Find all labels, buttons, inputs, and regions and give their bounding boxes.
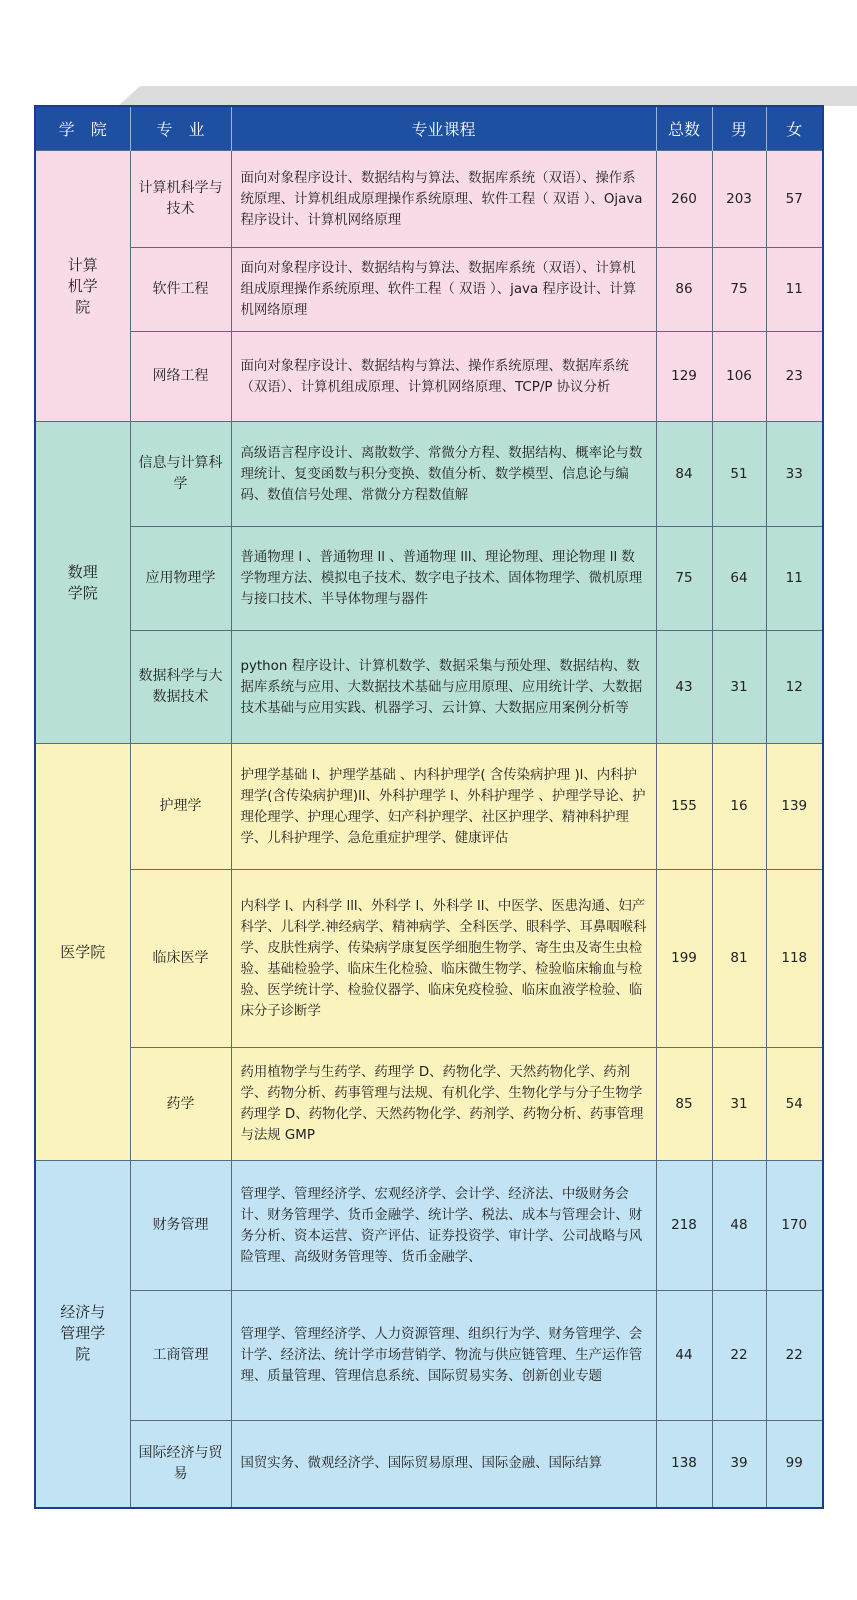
female-cell: 33 xyxy=(766,422,823,527)
college-cell xyxy=(35,744,130,1161)
college-name: 医学院 xyxy=(60,942,106,961)
major-cell: 国际经济与贸易 xyxy=(130,1421,231,1508)
total-cell: 84 xyxy=(656,422,712,527)
table-header-row xyxy=(35,106,823,151)
male-cell: 203 xyxy=(712,151,766,248)
table-row xyxy=(35,870,823,1048)
course-cell: 内科学 l、内科学 lll、外科学 l、外科学 ll、中医学、医患沟通、妇产科学、儿科学.神经病学、精神病学、全科医学、眼科学、耳鼻咽喉科学、皮肤性病学、传染病学康复医学细胞生物学、寄生虫及寄生虫检验、基础检验学、临床生化检验、临床微生物学、检验临床输血与检验、医学统计学、检验仪器学、临床免疫检验、临床血液学检验、临床分子诊断学 xyxy=(231,870,656,1048)
female-cell: 22 xyxy=(766,1291,823,1421)
male-cell: 64 xyxy=(712,527,766,631)
male-cell: 39 xyxy=(712,1421,766,1508)
male-cell: 22 xyxy=(712,1291,766,1421)
major-cell: 工商管理 xyxy=(130,1291,231,1421)
total-cell: 199 xyxy=(656,870,712,1048)
total-cell: 129 xyxy=(656,332,712,422)
table-row xyxy=(35,1161,823,1291)
header-courses: 专业课程 xyxy=(231,106,656,151)
total-cell: 85 xyxy=(656,1048,712,1161)
major-cell: 护理学 xyxy=(130,744,231,870)
college-name: 数理学院 xyxy=(67,562,98,602)
female-cell: 99 xyxy=(766,1421,823,1508)
table-row xyxy=(35,1291,823,1421)
female-cell: 12 xyxy=(766,631,823,744)
major-cell: 应用物理学 xyxy=(130,527,231,631)
course-cell: 普通物理 l 、普通物理 ll 、普通物理 lll、理论物理、理论物理 ll 数学物理方法、模拟电子技术、数字电子技术、固体物理学、微机原理与接口技术、半导体物理与器件 xyxy=(231,527,656,631)
header-major: 专 业 xyxy=(130,106,231,151)
total-cell: 75 xyxy=(656,527,712,631)
male-cell: 51 xyxy=(712,422,766,527)
college-cell xyxy=(35,422,130,744)
total-cell: 43 xyxy=(656,631,712,744)
female-cell: 139 xyxy=(766,744,823,870)
total-cell: 218 xyxy=(656,1161,712,1291)
course-cell: 国贸实务、微观经济学、国际贸易原理、国际金融、国际结算 xyxy=(231,1421,656,1508)
table-row xyxy=(35,248,823,332)
female-cell: 11 xyxy=(766,527,823,631)
male-cell: 31 xyxy=(712,1048,766,1161)
college-cell xyxy=(35,151,130,422)
female-cell: 54 xyxy=(766,1048,823,1161)
table-row xyxy=(35,151,823,248)
table-row xyxy=(35,332,823,422)
total-cell: 86 xyxy=(656,248,712,332)
table-row xyxy=(35,631,823,744)
total-cell: 155 xyxy=(656,744,712,870)
course-cell: 面向对象程序设计、数据结构与算法、操作系统原理、数据库系统（双语）、计算机组成原理、计算机网络原理、TCP/P 协议分析 xyxy=(231,332,656,422)
major-cell: 计算机科学与技术 xyxy=(130,151,231,248)
table-row xyxy=(35,527,823,631)
female-cell: 118 xyxy=(766,870,823,1048)
course-cell: 高级语言程序设计、离散数学、常微分方程、数据结构、概率论与数理统计、复变函数与积分变换、数值分析、数学模型、信息论与编码、数值信号处理、常微分方程数值解 xyxy=(231,422,656,527)
college-name: 计算机学院 xyxy=(67,255,98,316)
male-cell: 16 xyxy=(712,744,766,870)
course-cell: 药用植物学与生药学、药理学 D、药物化学、天然药物化学、药剂学、药物分析、药事管理与法规、有机化学、生物化学与分子生物学药理学 D、药物化学、天然药物化学、药剂学、药物分析、药事管理与法规 GMP xyxy=(231,1048,656,1161)
male-cell: 31 xyxy=(712,631,766,744)
major-cell: 数据科学与大数据技术 xyxy=(130,631,231,744)
college-cell xyxy=(35,1161,130,1508)
course-cell: 管理学、管理经济学、宏观经济学、会计学、经济法、中级财务会计、财务管理学、货币金融学、统计学、税法、成本与管理会计、财务分析、资本运营、资产评估、证券投资学、审计学、公司战略与风险管理、高级财务管理等、货币金融学、 xyxy=(231,1161,656,1291)
course-cell: python 程序设计、计算机数学、数据采集与预处理、数据结构、数据库系统与应用、大数据技术基础与应用原理、应用统计学、大数据技术基础与应用实践、机器学习、云计算、大数据应用案例分析等 xyxy=(231,631,656,744)
male-cell: 106 xyxy=(712,332,766,422)
male-cell: 75 xyxy=(712,248,766,332)
table-row xyxy=(35,1421,823,1508)
table-row xyxy=(35,1048,823,1161)
major-cell: 软件工程 xyxy=(130,248,231,332)
female-cell: 170 xyxy=(766,1161,823,1291)
total-cell: 44 xyxy=(656,1291,712,1421)
header-male: 男 xyxy=(712,106,766,151)
header-college: 学 院 xyxy=(35,106,130,151)
male-cell: 48 xyxy=(712,1161,766,1291)
major-course-table xyxy=(34,105,824,1509)
major-cell: 药学 xyxy=(130,1048,231,1161)
female-cell: 11 xyxy=(766,248,823,332)
course-cell: 面向对象程序设计、数据结构与算法、数据库系统（双语）、操作系统原理、计算机组成原理操作系统原理、软件工程（ 双语 ）、Ojava 程序设计、计算机网络原理 xyxy=(231,151,656,248)
table-row xyxy=(35,422,823,527)
major-cell: 临床医学 xyxy=(130,870,231,1048)
major-cell: 网络工程 xyxy=(130,332,231,422)
header-total: 总数 xyxy=(656,106,712,151)
college-name: 经济与管理学院 xyxy=(60,1303,106,1364)
female-cell: 57 xyxy=(766,151,823,248)
table-row xyxy=(35,744,823,870)
female-cell: 23 xyxy=(766,332,823,422)
course-cell: 护理学基础 l、护理学基础 、内科护理学( 含传染病护理 )l、内科护理学(含传染病护理)ll、外科护理学 l、外科护理学 、护理学导论、护理伦理学、护理心理学、妇产科护理学、社区护理学、精神科护理学、儿科护理学、急危重症护理学、健康评估 xyxy=(231,744,656,870)
male-cell: 81 xyxy=(712,870,766,1048)
header-female: 女 xyxy=(766,106,823,151)
course-cell: 面向对象程序设计、数据结构与算法、数据库系统（双语）、计算机组成原理操作系统原理、软件工程（ 双语 ）、java 程序设计、计算机网络原理 xyxy=(231,248,656,332)
major-cell: 信息与计算科学 xyxy=(130,422,231,527)
decorative-header-band xyxy=(118,86,857,106)
course-cell: 管理学、管理经济学、人力资源管理、组织行为学、财务管理学、会计学、经济法、统计学市场营销学、物流与供应链管理、生产运作管理、质量管理、管理信息系统、国际贸易实务、创新创业专题 xyxy=(231,1291,656,1421)
total-cell: 260 xyxy=(656,151,712,248)
total-cell: 138 xyxy=(656,1421,712,1508)
major-cell: 财务管理 xyxy=(130,1161,231,1291)
